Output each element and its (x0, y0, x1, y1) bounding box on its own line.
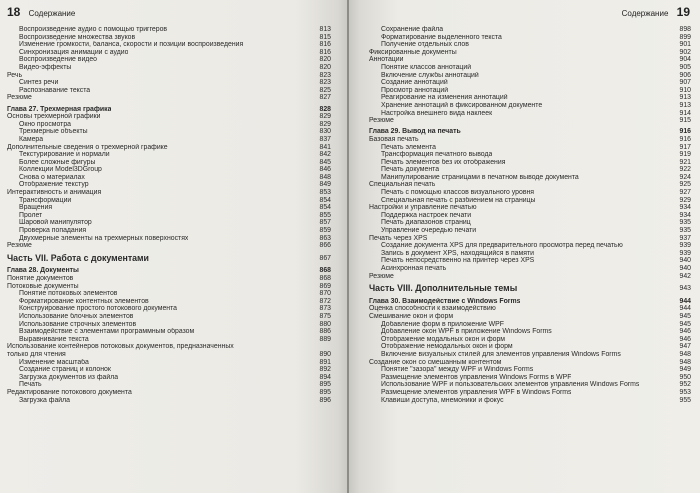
toc-entry-page: 846 (319, 166, 331, 174)
toc-entry-title: Отображение модальных окон и форм (381, 335, 506, 343)
toc-entry-title: Речь (7, 71, 23, 79)
toc-entry-title: Печать документа (381, 166, 440, 174)
toc-entry-title: Создание страниц и колонок (19, 366, 111, 374)
toc-entry-page: 935 (679, 219, 691, 227)
toc-entry-page: 863 (319, 234, 331, 242)
toc-entry-page: 892 (319, 366, 331, 374)
toc-entry-page: 919 (679, 151, 691, 159)
toc-entry (369, 49, 691, 57)
toc-entry-page: 942 (679, 272, 691, 280)
toc-entry-page: 905 (679, 63, 691, 71)
toc-entry-page: 943 (679, 285, 691, 293)
toc-entry (369, 26, 691, 34)
toc-entry (7, 87, 331, 95)
toc-entry-page: 929 (679, 196, 691, 204)
toc-entry (7, 298, 331, 306)
toc-entry (369, 110, 691, 118)
toc-entry (369, 144, 691, 152)
toc-entry-title: Двухмерные элементы на трехмерных поверхностях (19, 234, 189, 242)
toc-entry (7, 121, 331, 129)
toc-entry-page: 829 (319, 113, 331, 121)
toc-entry-title: Фиксированные документы (369, 48, 457, 56)
toc-entry-page: 816 (319, 41, 331, 49)
toc-entry-page: 815 (319, 33, 331, 41)
toc-entry-title: Понятие классов аннотаций (381, 63, 472, 71)
toc-entry-title: Получение отдельных слов (381, 41, 469, 49)
toc-entry (369, 227, 691, 235)
toc-entry (7, 283, 331, 291)
toc-entry (7, 79, 331, 87)
toc-entry-title: Размещение элементов управления WPF в Windows Forms (381, 388, 572, 396)
toc-entry-page: 816 (319, 48, 331, 56)
toc-entry-title: Реагирование на изменения аннотаций (381, 94, 508, 102)
toc-entry-page: 829 (319, 120, 331, 128)
toc-entry-page: 902 (679, 48, 691, 56)
toc-entry-title: Трансформация печатного вывода (381, 151, 493, 159)
toc-entry (7, 26, 331, 34)
toc-entry (7, 235, 331, 243)
toc-entry-title: Часть VIII. Дополнительные темы (369, 283, 518, 294)
toc-entry (7, 56, 331, 64)
toc-entry-title: Видео-эффекты (19, 63, 72, 71)
toc-entry-title: Выравнивание текста (19, 335, 89, 343)
toc-entry (7, 49, 331, 57)
toc-entry-page: 939 (679, 249, 691, 257)
toc-entry-page: 925 (679, 181, 691, 189)
toc-entry-page: 823 (319, 79, 331, 87)
toc-entry-title: Текстурирование и нормали (19, 151, 110, 159)
toc-entry-title: Синхронизация анимации с аудио (19, 48, 129, 56)
left-page (0, 0, 348, 493)
toc-entry (7, 359, 331, 367)
toc-entry (369, 235, 691, 243)
toc-entry-page: 855 (319, 211, 331, 219)
toc-entry-title: Просмотр аннотаций (381, 86, 449, 94)
toc-entry-page: 948 (679, 358, 691, 366)
toc-entry-title: Глава 28. Документы (7, 267, 79, 275)
toc-entry-page: 898 (679, 26, 691, 33)
toc-entry-page: 875 (319, 312, 331, 320)
toc-entry (369, 328, 691, 336)
toc-entry (7, 227, 331, 235)
toc-entry-title: Загрузка файла (19, 396, 70, 404)
toc-entry-title: Базовая печать (369, 135, 419, 143)
toc-entry (369, 166, 691, 174)
toc-entry (369, 219, 691, 227)
toc-entry (7, 313, 331, 321)
toc-entry-page: 945 (679, 320, 691, 328)
toc-entry-title: Понятие "зазора" между WPF и Windows Forms (381, 366, 534, 374)
toc-entry (7, 197, 331, 205)
toc-entry-title: Размещение элементов управления Windows Forms в WPF (381, 373, 572, 381)
toc-entry (369, 64, 691, 72)
toc-entry-page: 924 (679, 173, 691, 181)
toc-entry-page: 886 (319, 328, 331, 336)
toc-entry (369, 265, 691, 273)
toc-entry-title: Печать через XPS (369, 234, 428, 242)
toc-entry-title: Создание аннотаций (381, 79, 448, 87)
toc-entry (7, 366, 331, 374)
toc-entry-page: 913 (679, 101, 691, 109)
toc-entry-page: 841 (319, 143, 331, 151)
toc-entry (7, 64, 331, 72)
toc-entry (369, 298, 691, 306)
toc-entry-page: 853 (319, 189, 331, 197)
toc-entry-page: 825 (319, 86, 331, 94)
toc-entry (369, 87, 691, 95)
toc-entry-page: 921 (679, 158, 691, 166)
toc-entry (7, 305, 331, 313)
toc-entry (369, 79, 691, 87)
toc-entry-page: 895 (319, 381, 331, 389)
toc-entry-title: Глава 29. Вывод на печать (369, 128, 461, 136)
toc-entry (7, 351, 331, 359)
toc-entry-page: 823 (319, 71, 331, 79)
toc-entry-title: Распознавание текста (19, 86, 91, 94)
toc-entry-page: 914 (679, 109, 691, 117)
toc-entry-title: Оценка способности к взаимодействию (369, 305, 496, 313)
toc-entry-page: 916 (679, 135, 691, 143)
toc-entry-title: Понятие потоковых элементов (19, 290, 118, 298)
toc-entry-title: Снова о материалах (19, 173, 85, 181)
toc-entry-page: 870 (319, 290, 331, 298)
toc-entry (369, 381, 691, 389)
toc-entry-title: Форматирование выделенного текста (381, 33, 502, 41)
toc-entry-title: Форматирование контентных элементов (19, 297, 149, 305)
right-page (349, 0, 700, 493)
toc-entry-title: Включение визуальных стилей для элементов управления Windows Forms (381, 350, 621, 358)
toc-entry-page: 946 (679, 335, 691, 343)
toc-entry (369, 374, 691, 382)
toc-entry-title: Потоковые документы (7, 282, 79, 290)
toc-entry (369, 174, 691, 182)
toc-entry (7, 212, 331, 220)
toc-entry (369, 389, 691, 397)
toc-entry-title: Печать диапазонов страниц (381, 219, 471, 227)
toc-entry (7, 174, 331, 182)
toc-entry-title: Интерактивность и анимация (7, 189, 102, 197)
toc-entry (369, 159, 691, 167)
toc-entry-title: Аннотации (369, 56, 404, 64)
toc-entry-page: 922 (679, 166, 691, 174)
toc-entry-title: Камера (19, 135, 44, 143)
toc-entry-page: 813 (319, 26, 331, 33)
toc-entry (7, 34, 331, 42)
toc-entry-page: 842 (319, 151, 331, 159)
toc-entry (7, 204, 331, 212)
toc-entry (7, 275, 331, 283)
toc-entry-title: Использование блочных элементов (19, 312, 134, 320)
toc-entry-page: 955 (679, 396, 691, 404)
toc-entry (369, 72, 691, 80)
page-number: 19 (676, 5, 690, 19)
toc-entry (369, 189, 691, 197)
toc-entry-title: Поддержка настроек печати (381, 211, 472, 219)
toc-entry (7, 159, 331, 167)
toc-entry-title: Сохранение файла (381, 26, 444, 33)
left-header (7, 5, 75, 19)
toc-entry-title: Дополнительные сведения о трехмерной графике (7, 143, 168, 151)
toc-entry-page: 940 (679, 257, 691, 265)
toc-entry-page: 894 (319, 373, 331, 381)
toc-entry (369, 128, 691, 136)
toc-entry-title: Коллекции Model3DGroup (19, 166, 102, 174)
toc-entry (7, 321, 331, 329)
toc-entry-page: 873 (319, 305, 331, 313)
toc-entry-page: 949 (679, 366, 691, 374)
toc-list-right (369, 26, 691, 404)
toc-entry (369, 117, 691, 125)
toc-entry-title: Воспроизведение множества звуков (19, 33, 136, 41)
toc-entry-page: 945 (679, 312, 691, 320)
toc-entry (7, 253, 331, 264)
toc-entry-title: Управление очередью печати (381, 227, 477, 235)
toc-entry-page: 859 (319, 227, 331, 235)
toc-entry-title: Изменение громкости, баланса, скорости и позиции воспроизведения (19, 41, 244, 49)
toc-entry-title: Печать элементов без их отображения (381, 158, 506, 166)
toc-entry-title: Создание окон со смешанным контентом (369, 358, 502, 366)
toc-entry-page: 948 (679, 350, 691, 358)
toc-entry (7, 389, 331, 397)
toc-entry-title: Резюме (369, 272, 394, 280)
toc-entry-title: Воспроизведение аудио с помощью триггеров (19, 26, 168, 33)
toc-entry-title: Специальная печать с разбиением на страницы (381, 196, 536, 204)
toc-entry-title: Резюме (7, 242, 32, 250)
toc-entry-page: 891 (319, 358, 331, 366)
toc-entry-page: 904 (679, 56, 691, 64)
toc-entry (369, 181, 691, 189)
toc-entry-page: 910 (679, 86, 691, 94)
toc-entry-page: 934 (679, 211, 691, 219)
toc-entry (369, 197, 691, 205)
toc-entry-page: 901 (679, 41, 691, 49)
toc-entry-title: Более сложные фигуры (19, 158, 96, 166)
toc-entry-page: 880 (319, 320, 331, 328)
toc-entry-page: 907 (679, 79, 691, 87)
toc-entry-page: 952 (679, 381, 691, 389)
toc-entry-title: Вращения (19, 204, 53, 212)
toc-entry-page: 867 (319, 254, 331, 262)
toc-entry-page: 950 (679, 373, 691, 381)
toc-entry-title: Отображение немодальных окон и форм (381, 343, 513, 351)
toc-entry-title: Клавиши доступа, мнемоники и фокус (381, 396, 504, 404)
toc-entry-title: Глава 27. Трехмерная графика (7, 105, 112, 113)
toc-entry-page: 934 (679, 204, 691, 212)
toc-entry-page: 854 (319, 196, 331, 204)
toc-entry-page: 868 (319, 275, 331, 282)
toc-list-left (7, 26, 331, 404)
running-title: Содержание (621, 9, 669, 18)
toc-entry-title: Печать элемента (381, 143, 436, 151)
toc-entry-page: 868 (319, 267, 331, 275)
toc-entry-page: 906 (679, 71, 691, 79)
toc-entry-title: Создание документа XPS для предварительного просмотра перед печатью (381, 242, 623, 250)
toc-entry-page: 827 (319, 94, 331, 102)
toc-entry-title: Добавление форм в приложение WPF (381, 320, 504, 328)
toc-entry-title: Проверка попадания (19, 227, 87, 235)
toc-entry-title: Печать непосредственно на принтер через XPS (381, 257, 535, 265)
toc-entry-title: Резюме (369, 117, 394, 125)
toc-entry-title: Основы трехмерной графики (7, 113, 101, 121)
toc-entry-page: 916 (679, 128, 691, 136)
toc-entry (369, 321, 691, 329)
toc-entry (369, 212, 691, 220)
toc-entry-title: Настройки и управление печатью (369, 204, 477, 212)
toc-entry-page: 915 (679, 117, 691, 125)
toc-entry-title: Редактирование потокового документа (7, 388, 132, 396)
toc-entry-title: Синтез речи (19, 79, 59, 87)
toc-entry (369, 250, 691, 258)
toc-entry (369, 56, 691, 64)
toc-entry (369, 397, 691, 405)
toc-entry-page: 857 (319, 219, 331, 227)
toc-entry-title: Шаровой манипулятор (19, 219, 92, 227)
running-title: Содержание (28, 9, 76, 18)
toc-entry-title: Хранение аннотаций в фиксированном документе (381, 101, 543, 109)
toc-entry (369, 242, 691, 250)
toc-entry-page: 848 (319, 173, 331, 181)
toc-entry-title: Понятие документов (7, 275, 74, 282)
toc-entry (7, 106, 331, 114)
toc-entry-page: 944 (679, 297, 691, 305)
toc-entry-title: Добавление окон WPF в приложение Windows Forms (381, 328, 552, 336)
toc-entry-title: Глава 30. Взаимодействие с Windows Forms (369, 297, 521, 305)
toc-entry-page: 953 (679, 388, 691, 396)
toc-entry-page: 820 (319, 63, 331, 71)
toc-entry (369, 336, 691, 344)
toc-entry-page: 866 (319, 242, 331, 250)
toc-entry-title: Использование строчных элементов (19, 320, 137, 328)
toc-entry (369, 283, 691, 294)
toc-entry (7, 181, 331, 189)
toc-entry (369, 94, 691, 102)
toc-entry-title: Использование контейнеров потоковых документов, предназначенных (7, 343, 234, 351)
toc-entry-page: 837 (319, 135, 331, 143)
toc-entry (7, 374, 331, 382)
toc-entry (7, 328, 331, 336)
toc-entry-page: 890 (319, 350, 331, 358)
toc-entry (369, 305, 691, 313)
toc-entry-title: Загрузка документов из файла (19, 373, 119, 381)
toc-entry (7, 336, 331, 344)
toc-entry-page: 828 (319, 105, 331, 113)
toc-entry (7, 343, 331, 351)
toc-entry (7, 290, 331, 298)
toc-entry (369, 136, 691, 144)
toc-entry-title: Манипулирование страницами в печатном выводе документа (381, 173, 579, 181)
toc-entry-title: Запись в документ XPS, находящийся в памяти (381, 249, 534, 257)
toc-entry-page: 896 (319, 396, 331, 404)
toc-entry-page: 940 (679, 265, 691, 272)
toc-entry-title: Включение службы аннотаций (381, 71, 479, 79)
toc-entry (7, 219, 331, 227)
toc-entry-title: Резюме (7, 94, 32, 102)
toc-entry-title: Использование WPF и пользовательских элементов управления Windows Forms (381, 381, 640, 389)
toc-entry (369, 204, 691, 212)
toc-entry-title: Окно просмотра (19, 120, 72, 128)
toc-entry-title: Печать (19, 381, 42, 389)
toc-entry (7, 94, 331, 102)
toc-entry (7, 113, 331, 121)
toc-entry-page: 944 (679, 305, 691, 313)
toc-entry (369, 343, 691, 351)
toc-entry-title: Воспроизведение видео (19, 56, 97, 64)
toc-entry (369, 366, 691, 374)
toc-entry (7, 381, 331, 389)
toc-entry-title: Изменение масштаба (19, 358, 89, 366)
toc-entry-page: 854 (319, 204, 331, 212)
toc-entry (369, 34, 691, 42)
toc-entry-title: Пролет (19, 211, 43, 219)
toc-entry-page: 872 (319, 297, 331, 305)
toc-entry-title: Трехмерные объекты (19, 128, 88, 136)
toc-entry (7, 128, 331, 136)
toc-entry (7, 41, 331, 49)
toc-entry-title: Специальная печать (369, 181, 436, 189)
toc-entry-title: Часть VII. Работа с документами (7, 252, 149, 263)
toc-entry (7, 136, 331, 144)
toc-entry-title: Трансформации (19, 196, 72, 204)
toc-entry (7, 267, 331, 275)
toc-entry-title: только для чтения (7, 350, 66, 358)
toc-entry-title: Взаимодействие с элементами программным образом (19, 328, 195, 336)
toc-entry-page: 917 (679, 143, 691, 151)
page-number: 18 (7, 5, 21, 19)
toc-entry (369, 351, 691, 359)
toc-entry (7, 189, 331, 197)
toc-entry (7, 144, 331, 152)
toc-entry (369, 102, 691, 110)
toc-entry-page: 946 (679, 328, 691, 336)
toc-entry-page: 927 (679, 189, 691, 197)
toc-entry (369, 273, 691, 281)
toc-entry-title: Асинхронная печать (381, 265, 447, 272)
toc-entry (369, 257, 691, 265)
toc-entry-title: Печать с помощью классов визуального уровня (381, 189, 535, 197)
toc-entry (7, 397, 331, 405)
toc-entry (7, 242, 331, 250)
toc-entry-page: 939 (679, 242, 691, 250)
right-header (622, 5, 690, 19)
toc-entry-page: 869 (319, 282, 331, 290)
toc-entry (7, 166, 331, 174)
toc-entry-page: 947 (679, 343, 691, 351)
toc-entry-page: 937 (679, 234, 691, 242)
toc-entry (369, 313, 691, 321)
toc-entry (369, 359, 691, 367)
toc-entry (7, 72, 331, 80)
toc-entry-page: 820 (319, 56, 331, 64)
toc-entry-page: 895 (319, 388, 331, 396)
toc-entry-page: 935 (679, 227, 691, 235)
toc-entry (7, 151, 331, 159)
toc-entry-page: 899 (679, 33, 691, 41)
toc-entry-page: 889 (319, 335, 331, 343)
toc-entry-title: Смешивание окон и форм (369, 312, 454, 320)
toc-entry-page: 913 (679, 94, 691, 102)
toc-entry (369, 151, 691, 159)
toc-entry (369, 41, 691, 49)
toc-entry-page: 830 (319, 128, 331, 136)
toc-entry-title: Настройка внешнего вида наклеек (381, 109, 493, 117)
toc-entry-title: Отображение текстур (19, 181, 89, 189)
toc-entry-page: 849 (319, 181, 331, 189)
toc-entry-title: Конструирование простого потокового документа (19, 305, 178, 313)
toc-entry-page: 845 (319, 158, 331, 166)
